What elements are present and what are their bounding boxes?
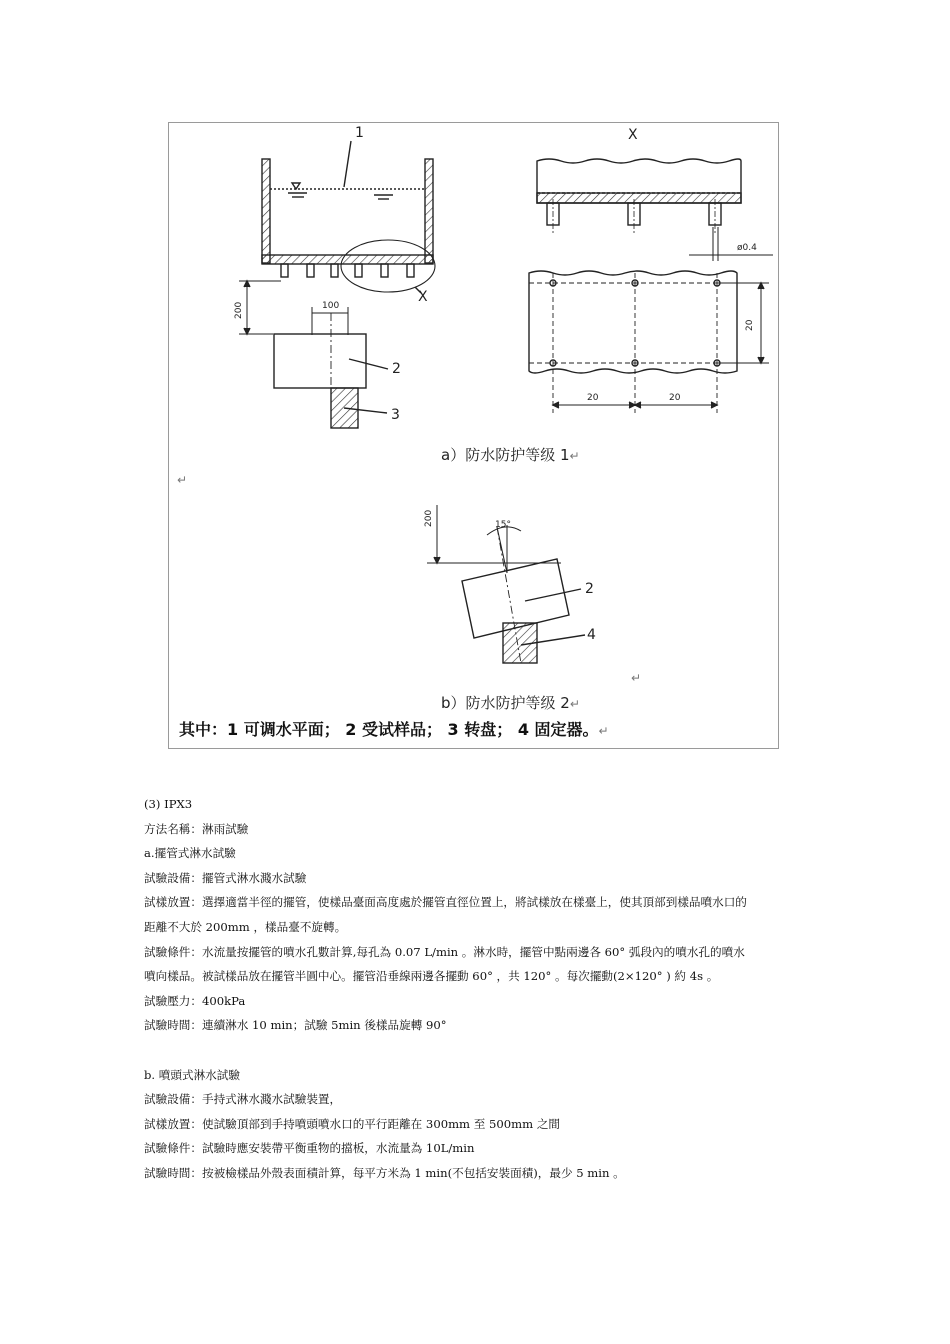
section-heading: (3) IPX3 (144, 797, 193, 811)
tank-drawing (239, 141, 435, 428)
dim-phi: ø0.4 (737, 243, 757, 253)
text-line: 試樣放置：選擇適當半徑的擺管，使樣品臺面高度處於擺管直徑位置上，將試樣放在樣臺上，使其頂部到樣品噴水口的 (144, 895, 747, 910)
dim-200-a: 200 (234, 301, 244, 319)
body-text (144, 792, 824, 1186)
return-mark: ↵ (569, 449, 580, 463)
return-mark: ↵ (569, 697, 580, 711)
text-line: 試驗設備：擺管式淋水濺水試驗 (144, 870, 307, 885)
label-3: 3 (391, 407, 400, 423)
caption-b (441, 692, 580, 713)
return-mark: ↵ (177, 473, 188, 487)
text-line: 試驗設備：手持式淋水濺水試驗裝置， (144, 1092, 342, 1107)
return-mark: ↵ (631, 671, 642, 685)
label-x1: X (418, 289, 428, 305)
nozzle-detail-drawing (529, 159, 773, 413)
caption-a-text: a）防水防护等级 1 (441, 446, 570, 464)
dim-200-b: 200 (424, 509, 434, 527)
text-line: 方法名稱：淋雨試驗 (144, 821, 249, 836)
legend-text: 其中：1 可调水平面； 2 受试样品； 3 转盘； 4 固定器。 (179, 720, 599, 739)
dim-20-vertical: 20 (745, 319, 755, 331)
blank-line (144, 1038, 824, 1063)
text-line: 試驗條件：試驗時應安裝帶平衡重物的擋板，水流量為 10L/min (144, 1141, 475, 1156)
text-line: 試樣放置：使試驗頂部到手持噴頭噴水口的平行距離在 300mm 至 500mm 之間 (144, 1116, 561, 1131)
subsection-heading: a.擺管式淋水試驗 (144, 846, 236, 861)
figure-legend (179, 717, 609, 740)
label-2a: 2 (392, 361, 401, 377)
ipx-diagram (169, 123, 780, 750)
label-1: 1 (355, 125, 364, 141)
caption-b-text: b）防水防护等级 2 (441, 694, 570, 712)
dim-100: 100 (322, 301, 340, 311)
subsection-heading: b. 噴頭式淋水試驗 (144, 1067, 240, 1082)
angle-15: 15° (495, 520, 511, 530)
text-line: 試驗條件：水流量按擺管的噴水孔數計算,每孔為 0.07 L/min 。淋水時，擺管中點兩邊各 60° 弧段內的噴水孔的噴水 (144, 944, 745, 959)
label-x2: X (628, 127, 638, 143)
text-line: 距離不大於 200mm ，樣品臺不旋轉。 (144, 919, 347, 934)
caption-a (441, 444, 580, 465)
return-mark: ↵ (598, 724, 609, 738)
label-2b: 2 (585, 581, 594, 597)
ipx-test-figure (168, 122, 779, 749)
text-line: 試驗時間：按被檢樣品外殼表面積計算，每平方米為 1 min(不包括安裝面積)，最少 5 min 。 (144, 1165, 625, 1180)
label-4: 4 (587, 627, 596, 643)
dim-20-h2: 20 (669, 393, 681, 403)
dim-20-h1: 20 (587, 393, 599, 403)
text-line: 噴向樣品。被試樣品放在擺管半圓中心。擺管沿垂線兩邊各擺動 60° ，共 120° 。每次擺動(2×120° ) 約 4s 。 (144, 969, 719, 984)
text-line: 試驗壓力：400kPa (144, 993, 246, 1008)
text-line: 試驗時間：連續淋水 10 min；試驗 5min 後樣品旋轉 90° (144, 1018, 447, 1033)
